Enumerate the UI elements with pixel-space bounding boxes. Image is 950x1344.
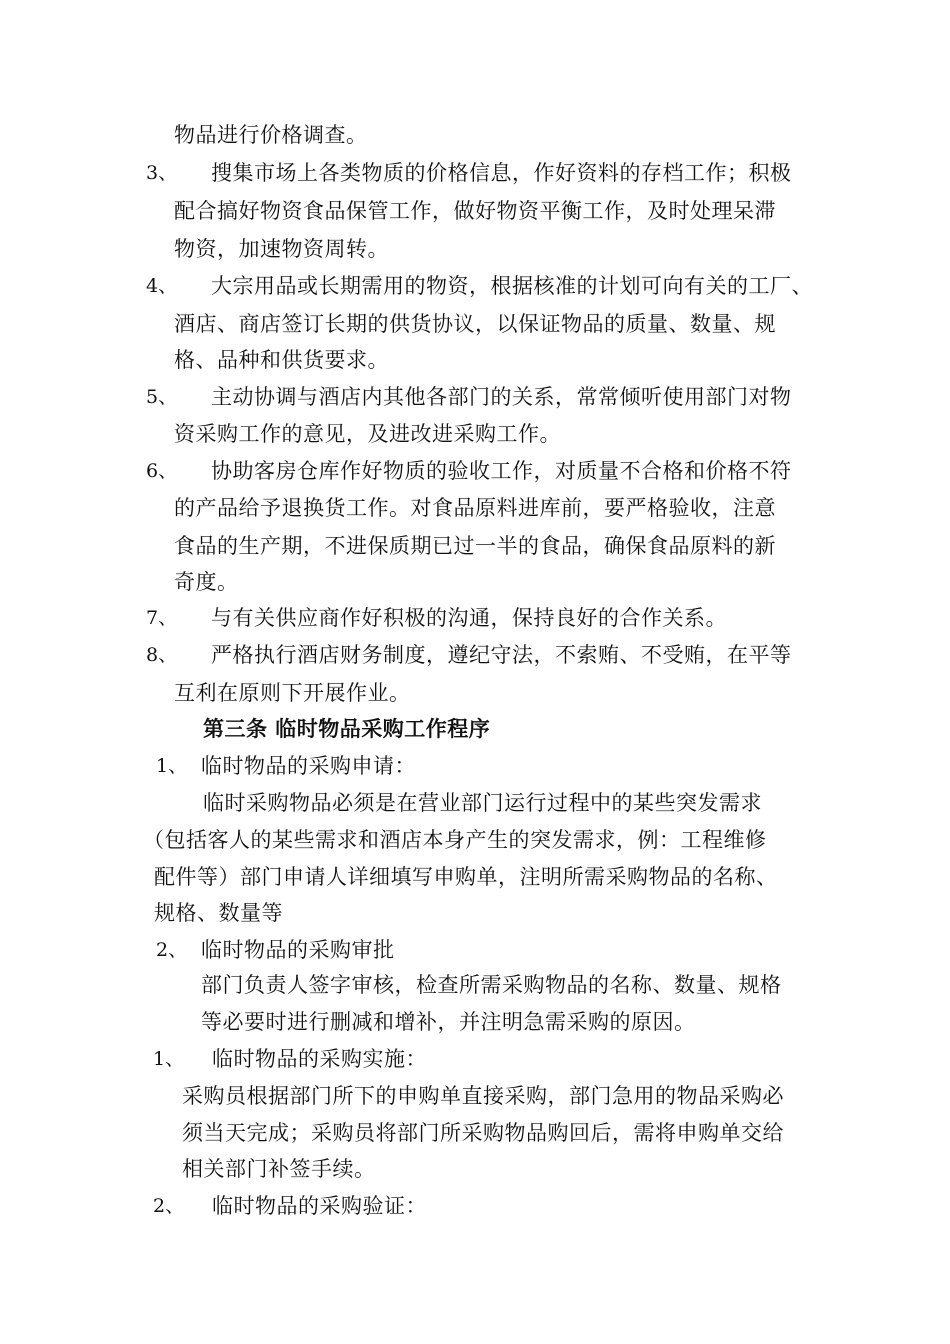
list-number: 2、 [156, 939, 188, 961]
text-line: 格、品种和供货要求。 [174, 348, 389, 372]
text-line: （包括客人的某些需求和酒店本身产生的突发需求，例：工程维修 [143, 828, 767, 852]
list-number: 4、 [146, 275, 178, 297]
text-line: 物品进行价格调查。 [174, 123, 368, 147]
subsection-title: 临时物品的采购实施： [212, 1047, 427, 1071]
text-line: 搜集市场上各类物质的价格信息，作好资料的存档工作；积极 [211, 161, 792, 185]
text-line: 酒店、商店签订长期的供货协议，以保证物品的质量、数量、规 [174, 312, 776, 336]
text-line: 配合搞好物资食品保管工作，做好物资平衡工作，及时处理呆滞 [174, 199, 776, 223]
list-number: 6、 [146, 460, 178, 482]
text-line: 主动协调与酒店内其他各部门的关系，常常倾听使用部门对物 [211, 385, 792, 409]
text-line: 资采购工作的意见，及进改进采购工作。 [174, 422, 561, 446]
subsection-title: 临时物品的采购验证： [212, 1194, 427, 1218]
section-heading: 第三条 临时物品采购工作程序 [203, 716, 491, 741]
list-number: 7、 [146, 607, 178, 629]
text-line: 部门负责人签字审核，检查所需采购物品的名称、数量、规格 [201, 973, 782, 997]
text-line: 与有关供应商作好积极的沟通，保持良好的合作关系。 [211, 606, 727, 630]
text-line: 互利在原则下开展作业。 [174, 681, 411, 705]
list-number: 8、 [146, 644, 178, 666]
text-line: 大宗用品或长期需用的物资，根据核准的计划可向有关的工厂、 [211, 274, 813, 298]
text-line: 规格、数量等 [154, 901, 283, 925]
text-line: 协助客房仓库作好物质的验收工作，对质量不合格和价格不符 [211, 459, 792, 483]
text-line: 等必要时进行删减和增补，并注明急需采购的原因。 [201, 1010, 696, 1034]
text-line: 相关部门补签手续。 [182, 1157, 376, 1181]
text-line: 食品的生产期，不进保质期已过一半的食品，确保食品原料的新 [174, 534, 776, 558]
text-line: 的产品给予退换货工作。对食品原料进库前，要严格验收，注意 [174, 496, 776, 520]
subsection-title: 临时物品的采购审批 [201, 938, 395, 962]
text-line: 采购员根据部门所下的申购单直接采购，部门急用的物品采购必 [182, 1084, 784, 1108]
text-line: 临时采购物品必须是在营业部门运行过程中的某些突发需求 [203, 791, 762, 815]
subsection-title: 临时物品的采购申请： [201, 754, 416, 778]
text-line: 须当天完成；采购员将部门所采购物品购回后，需将申购单交给 [182, 1121, 784, 1145]
text-line: 严格执行酒店财务制度，遵纪守法，不索贿、不受贿，在平等 [211, 643, 792, 667]
text-line: 物资，加速物资周转。 [174, 237, 389, 261]
list-number: 3、 [146, 162, 178, 184]
list-number: 2、 [153, 1195, 185, 1217]
text-line: 配件等）部门申请人详细填写申购单，注明所需采购物品的名称、 [154, 865, 778, 889]
list-number: 1、 [156, 755, 188, 777]
list-number: 1、 [153, 1048, 185, 1070]
list-number: 5、 [146, 386, 178, 408]
text-line: 奇度。 [174, 570, 239, 594]
